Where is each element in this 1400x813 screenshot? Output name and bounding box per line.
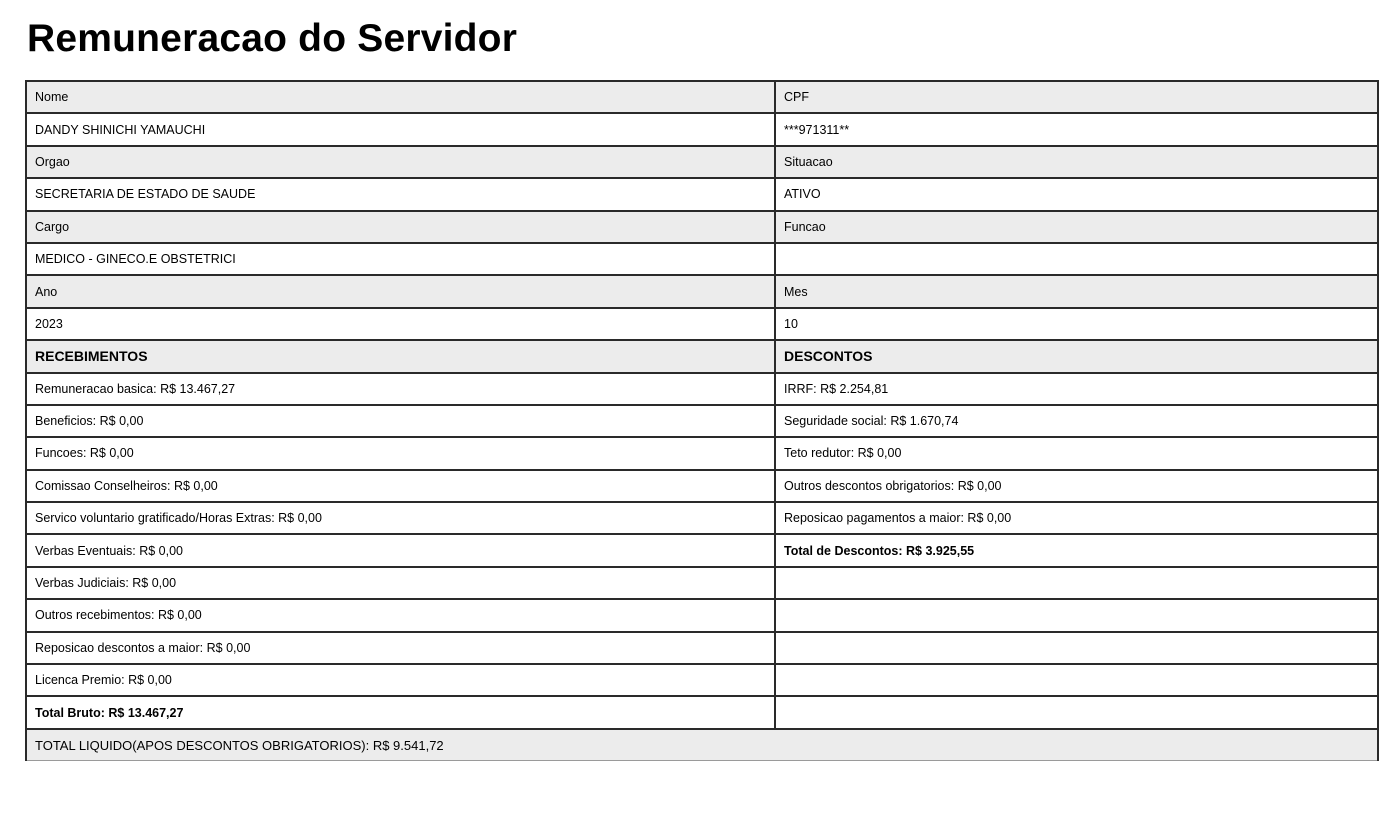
- cargo-value: MEDICO - GINECO.E OBSTETRICI: [26, 243, 775, 275]
- desconto-item: Reposicao pagamentos a maior: R$ 0,00: [775, 502, 1378, 534]
- desconto-item: Teto redutor: R$ 0,00: [775, 437, 1378, 469]
- cpf-label: CPF: [775, 81, 1378, 113]
- desconto-item: Outros descontos obrigatorios: R$ 0,00: [775, 470, 1378, 502]
- empty-cell: [775, 567, 1378, 599]
- recebimento-item: Licenca Premio: R$ 0,00: [26, 664, 775, 696]
- mes-value: 10: [775, 308, 1378, 340]
- cargo-label: Cargo: [26, 211, 775, 243]
- recebimento-item: Verbas Judiciais: R$ 0,00: [26, 567, 775, 599]
- total-liquido: TOTAL LIQUIDO(APOS DESCONTOS OBRIGATORIOS): R$ 9.541,72: [26, 729, 1378, 761]
- ano-value: 2023: [26, 308, 775, 340]
- recebimento-item: Funcoes: R$ 0,00: [26, 437, 775, 469]
- desconto-item: IRRF: R$ 2.254,81: [775, 373, 1378, 405]
- table-row: [26, 470, 1378, 502]
- empty-cell: [775, 632, 1378, 664]
- table-row: [26, 146, 1378, 178]
- table-row: [26, 275, 1378, 307]
- table-row: [26, 113, 1378, 145]
- table-row: [26, 567, 1378, 599]
- table-row: [26, 405, 1378, 437]
- recebimento-item: Verbas Eventuais: R$ 0,00: [26, 534, 775, 566]
- nome-label: Nome: [26, 81, 775, 113]
- table-row: [26, 437, 1378, 469]
- remuneration-table: [25, 80, 1379, 761]
- orgao-label: Orgao: [26, 146, 775, 178]
- total-liquido-row: [26, 729, 1378, 761]
- section-header-row: [26, 340, 1378, 372]
- ano-label: Ano: [26, 275, 775, 307]
- descontos-heading: DESCONTOS: [775, 340, 1378, 372]
- table-row: [26, 81, 1378, 113]
- nome-value: DANDY SHINICHI YAMAUCHI: [26, 113, 775, 145]
- cpf-value: ***971311**: [775, 113, 1378, 145]
- table-row: [26, 308, 1378, 340]
- recebimento-item: Comissao Conselheiros: R$ 0,00: [26, 470, 775, 502]
- recebimentos-heading: RECEBIMENTOS: [26, 340, 775, 372]
- orgao-value: SECRETARIA DE ESTADO DE SAUDE: [26, 178, 775, 210]
- table-row: [26, 664, 1378, 696]
- total-bruto: Total Bruto: R$ 13.467,27: [26, 696, 775, 728]
- table-row: [26, 178, 1378, 210]
- table-row: [26, 599, 1378, 631]
- recebimento-item: Reposicao descontos a maior: R$ 0,00: [26, 632, 775, 664]
- page-title: Remuneracao do Servidor: [27, 17, 518, 60]
- empty-cell: [775, 696, 1378, 728]
- funcao-value: [775, 243, 1378, 275]
- table-row: [26, 373, 1378, 405]
- desconto-item: Seguridade social: R$ 1.670,74: [775, 405, 1378, 437]
- table-row: [26, 534, 1378, 566]
- empty-cell: [775, 664, 1378, 696]
- table-row: [26, 632, 1378, 664]
- total-descontos: Total de Descontos: R$ 3.925,55: [775, 534, 1378, 566]
- funcao-label: Funcao: [775, 211, 1378, 243]
- recebimento-item: Outros recebimentos: R$ 0,00: [26, 599, 775, 631]
- mes-label: Mes: [775, 275, 1378, 307]
- recebimento-item: Servico voluntario gratificado/Horas Extras: R$ 0,00: [26, 502, 775, 534]
- table-row: [26, 243, 1378, 275]
- situacao-value: ATIVO: [775, 178, 1378, 210]
- table-row: [26, 696, 1378, 728]
- situacao-label: Situacao: [775, 146, 1378, 178]
- table-row: [26, 211, 1378, 243]
- empty-cell: [775, 599, 1378, 631]
- recebimento-item: Remuneracao basica: R$ 13.467,27: [26, 373, 775, 405]
- recebimento-item: Beneficios: R$ 0,00: [26, 405, 775, 437]
- table-row: [26, 502, 1378, 534]
